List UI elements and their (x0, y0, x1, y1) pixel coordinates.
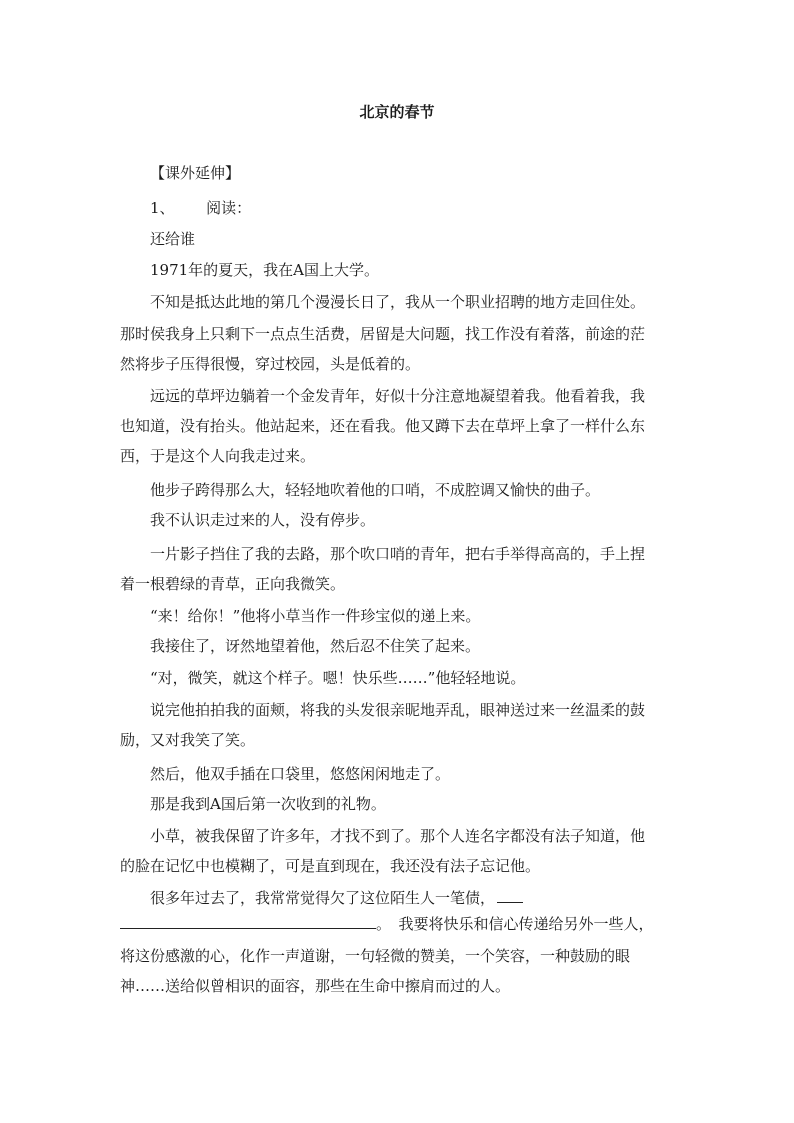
paragraph-line: 然后，他双手插在口袋里，悠悠闲闲地走了。 (120, 765, 451, 783)
paragraph-line: 远远的草坪边躺着一个金发青年，好似十分注意地凝望着我。他看着我，我 (120, 387, 646, 405)
paragraph-line: 西，于是这个人向我走过来。 (120, 447, 316, 465)
paragraph-line: 然将步子压得很慢，穿过校园，头是低着的。 (120, 355, 421, 373)
paragraph-line: 他步子跨得那么大，轻轻地吹着他的口哨，不成腔调又愉快的曲子。 (120, 481, 601, 499)
paragraph-line: 我不认识走过来的人，没有停步。 (120, 511, 376, 529)
question-line (150, 198, 251, 218)
paragraph-line: “来！给你！”他将小草当作一件珍宝似的递上来。 (120, 607, 481, 625)
paragraph-line: 励，又对我笑了笑。 (120, 731, 256, 749)
paragraph-line: 一片影子挡住了我的去路，那个吹口哨的青年，把右手举得高高的，手上捏 (120, 545, 646, 563)
paragraph-line: 说完他拍拍我的面颊，将我的头发很亲昵地弄乱，眼神送过来一丝温柔的鼓 (120, 701, 646, 719)
section-heading: 【课外延伸】 (150, 164, 241, 182)
paragraph-text: 很多年过去了，我常常觉得欠了这位陌生人一笔债， (120, 889, 496, 907)
answer-blank[interactable] (120, 914, 376, 929)
paragraph-line: 1971年的夏天，我在A国上大学。 (150, 261, 380, 279)
paragraph-text: 。 我要将快乐和信心传递给另外一些人， (376, 915, 654, 933)
answer-blank-start (497, 888, 523, 903)
paragraph-line: 那时侯我身上只剩下一点点生活费，居留是大问题，找工作没有着落，前途的茫 (120, 325, 646, 343)
paragraph-line: 那是我到A国后第一次收到的礼物。 (120, 795, 386, 813)
paragraph-line: 也知道，没有抬头。他站起来，还在看我。他又蹲下去在草坪上拿了一样什么东 (120, 417, 646, 435)
question-number: 1、 (150, 199, 175, 217)
document-title: 北京的春节 (359, 103, 435, 121)
paragraph-line: 神……送给似曾相识的面容，那些在生命中擦肩而过的人。 (120, 977, 511, 995)
paragraph-line (120, 888, 523, 908)
paragraph-line: 不知是抵达此地的第几个漫漫长日了，我从一个职业招聘的地方走回住处。 (120, 293, 646, 311)
answer-blank-line (120, 914, 654, 934)
paragraph-line: 小草，被我保留了许多年，才找不到了。那个人连名字都没有法子知道，他 (120, 827, 646, 845)
paragraph-line: 着一根碧绿的青草，正向我微笑。 (120, 575, 346, 593)
story-title: 还给谁 (150, 230, 196, 248)
question-label: 阅读： (206, 199, 252, 217)
paragraph-line: 我接住了，讶然地望着他，然后忍不住笑了起来。 (120, 637, 481, 655)
paragraph-line: 将这份感激的心，化作一声道谢，一句轻微的赞美，一个笑容，一种鼓励的眼 (120, 947, 631, 965)
paragraph-line: 的脸在记忆中也模糊了，可是直到现在，我还没有法子忘记他。 (120, 857, 541, 875)
paragraph-line: “对，微笑，就这个样子。嗯！快乐些……”他轻轻地说。 (120, 669, 526, 687)
